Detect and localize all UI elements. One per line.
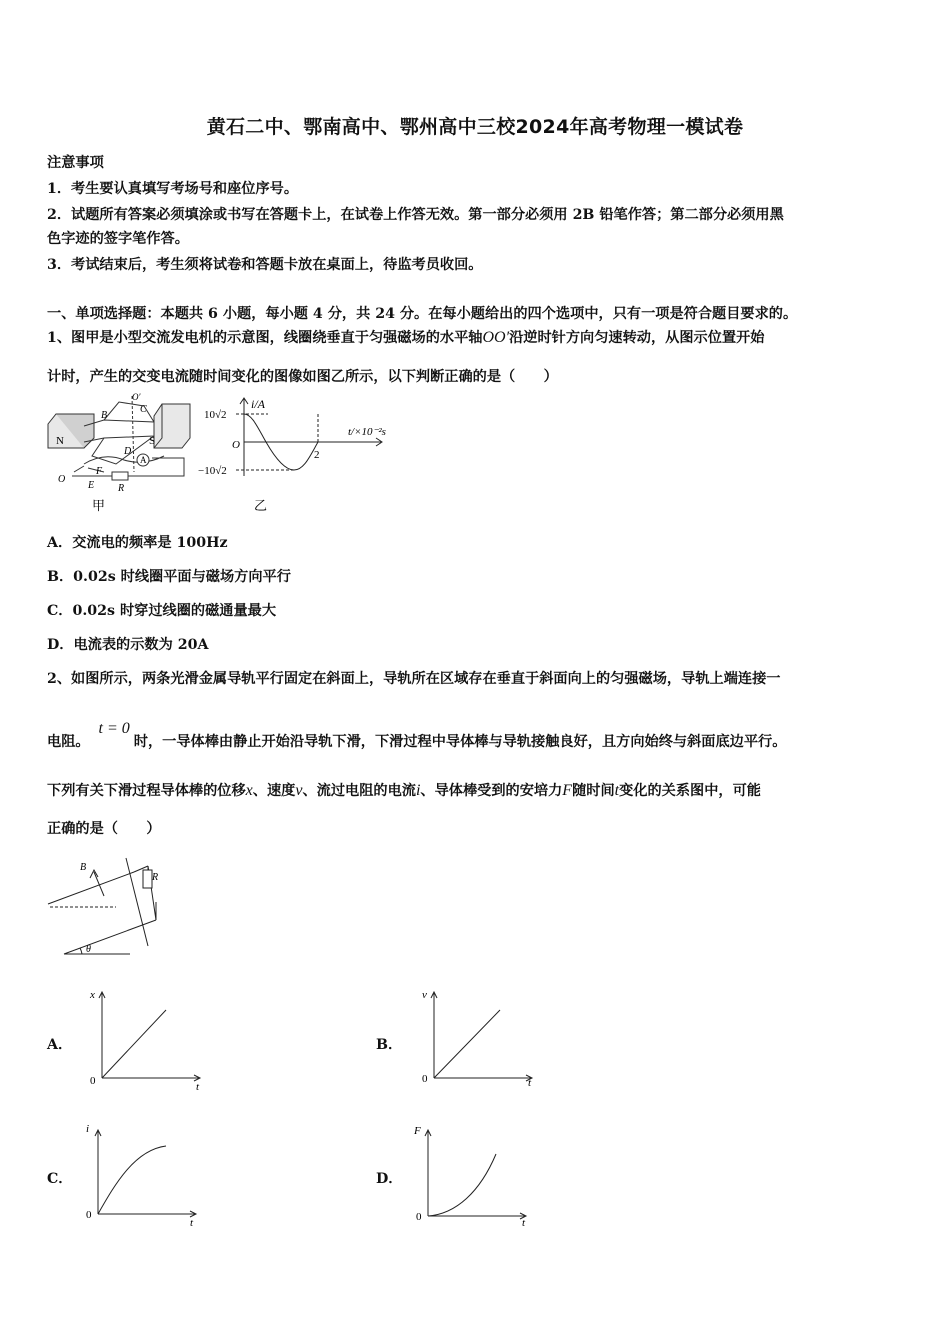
q2-text-d: 、速度 (252, 783, 296, 799)
q2-graph-a (82, 984, 222, 1094)
q2-option-d-label: D． (376, 1171, 403, 1187)
q1-text-a: 1、图甲是小型交流发电机的示意图，线圈绕垂直于匀强磁场的水平轴 (47, 330, 483, 346)
q2-curve-d (428, 1154, 496, 1216)
q2-sym-v: v (295, 782, 303, 799)
q1-option-b: B．0.02s 时线圈平面与磁场方向平行 (47, 569, 291, 585)
gen-label-S: S (149, 435, 156, 447)
notice-item-3: 3．考试结束后，考生须将试卷和答题卡放在桌面上，待监考员收回。 (47, 257, 483, 273)
generator-diagram (44, 392, 216, 514)
graph-ylabel: i/A (251, 397, 265, 411)
q2-graph-d (410, 1118, 550, 1230)
q2-graph-b-origin: 0 (422, 1073, 428, 1085)
gen-label-A: A (140, 455, 147, 465)
q2-option-a-label: A． (47, 1037, 73, 1053)
q2-option-b-label: B． (376, 1037, 403, 1053)
q2-graph-d-xlabel: t (522, 1217, 526, 1229)
q2-graph-b-xlabel: t (528, 1077, 532, 1089)
q2-line2 (47, 720, 787, 751)
gen-label-C: C (140, 404, 147, 415)
q2-t0: t = 0 (98, 720, 130, 737)
q2-text-h: 变化的关系图中，可能 (619, 783, 761, 799)
gen-label-N: N (56, 435, 64, 447)
q2-graph-a-origin: 0 (90, 1075, 96, 1087)
notice-item-2: 2．试题所有答案必须填涂或书写在答题卡上，在试卷上作答无效。第一部分必须用 2B 铅笔作答；第二部分必须用黑 (47, 207, 784, 223)
q2-text-c: 下列有关下滑过程导体棒的位移 (47, 783, 246, 799)
page-title: 黄石二中、鄂南高中、鄂州高中三校2024年高考物理一模试卷 (206, 116, 744, 138)
gen-label-D: D (124, 446, 132, 457)
q2-text-f: 、导体棒受到的安培力 (420, 783, 563, 799)
q2-sym-t: t (614, 782, 620, 799)
q2-option-c-label: C． (47, 1171, 73, 1187)
q1-option-c: C．0.02s 时穿过线圈的磁通量最大 (47, 603, 277, 619)
q2-graph-b-ylabel: v (422, 989, 427, 1001)
q2-text-e: 、流过电阻的电流 (302, 783, 416, 799)
gen-label-R: R (118, 483, 125, 494)
q2-sym-F: F (562, 782, 573, 799)
q2-text-b: 时，一导体棒由静止开始沿导轨下滑，下滑过程中导体棒与导轨接触良好，且方向始终与斜面底边平行。 (133, 734, 787, 750)
q1-axis-symbol: OO′ (482, 329, 510, 346)
incline-label-theta: θ (86, 944, 91, 955)
q2-text-g: 随时间 (572, 783, 615, 799)
q2-curve-b (434, 1010, 500, 1078)
section-heading: 一、单项选择题：本题共 6 小题，每小题 4 分，共 24 分。在每小题给出的四个选项中，只有一项是符合题目要求的。 (47, 306, 798, 322)
current-time-graph (196, 392, 402, 514)
q2-sym-x: x (245, 782, 253, 799)
incline-label-R: R (152, 872, 159, 883)
q2-curve-c (98, 1146, 166, 1214)
graph-xtick: 2 (314, 449, 320, 461)
q1-option-d: D．电流表的示数为 20A (47, 637, 209, 653)
notice-heading: 注意事项 (47, 155, 104, 171)
q2-graph-d-ylabel: F (414, 1125, 421, 1137)
q2-line1: 2、如图所示，两条光滑金属导轨平行固定在斜面上，导轨所在区域存在垂直于斜面向上的匀强磁场，导轨上端连接一 (47, 671, 781, 687)
gen-label-E: E (88, 480, 95, 491)
notice-item-2-cont: 色字迹的签字笔作答。 (47, 231, 189, 247)
q1-text-b: 沿逆时针方向匀速转动，从图示位置开始 (509, 330, 765, 346)
gen-label-O-prime: O′ (132, 392, 141, 402)
incline-label-B: B (80, 862, 87, 873)
gen-label-B: B (101, 410, 108, 421)
gen-label-F: F (96, 466, 103, 477)
q2-graph-a-xlabel: t (196, 1081, 200, 1093)
graph-xlabel: t/×10⁻²s (348, 426, 386, 438)
fig-label-jia: 甲 (92, 498, 106, 513)
q2-graph-c-origin: 0 (86, 1209, 92, 1221)
fig-label-yi: 乙 (254, 498, 268, 513)
q2-line3 (47, 780, 761, 800)
q2-line4: 正确的是（ ） (47, 821, 161, 837)
q2-graph-d-origin: 0 (416, 1211, 422, 1223)
q2-graph-c-ylabel: i (86, 1123, 90, 1135)
q2-curve-a (102, 1010, 166, 1078)
q2-text-a: 电阻。 (47, 734, 90, 750)
gen-label-O: O (58, 474, 66, 485)
graph-ymin: −10√2 (198, 465, 227, 477)
q1-option-a: A．交流电的频率是 100Hz (47, 535, 228, 551)
graph-origin: O (232, 439, 240, 451)
q2-graph-b (414, 984, 554, 1094)
q2-graph-a-ylabel: x (90, 989, 95, 1001)
notice-item-1: 1．考生要认真填写考场号和座位序号。 (47, 181, 299, 197)
q2-sym-i: i (415, 782, 421, 799)
q2-graph-c-xlabel: t (190, 1217, 194, 1229)
incline-diagram (44, 850, 174, 960)
q1-line2: 计时，产生的交变电流随时间变化的图像如图乙所示，以下判断正确的是（ ） (47, 369, 558, 385)
q2-graph-c (80, 1118, 220, 1230)
q1-line1 (47, 327, 765, 347)
graph-ymax: 10√2 (204, 409, 227, 421)
